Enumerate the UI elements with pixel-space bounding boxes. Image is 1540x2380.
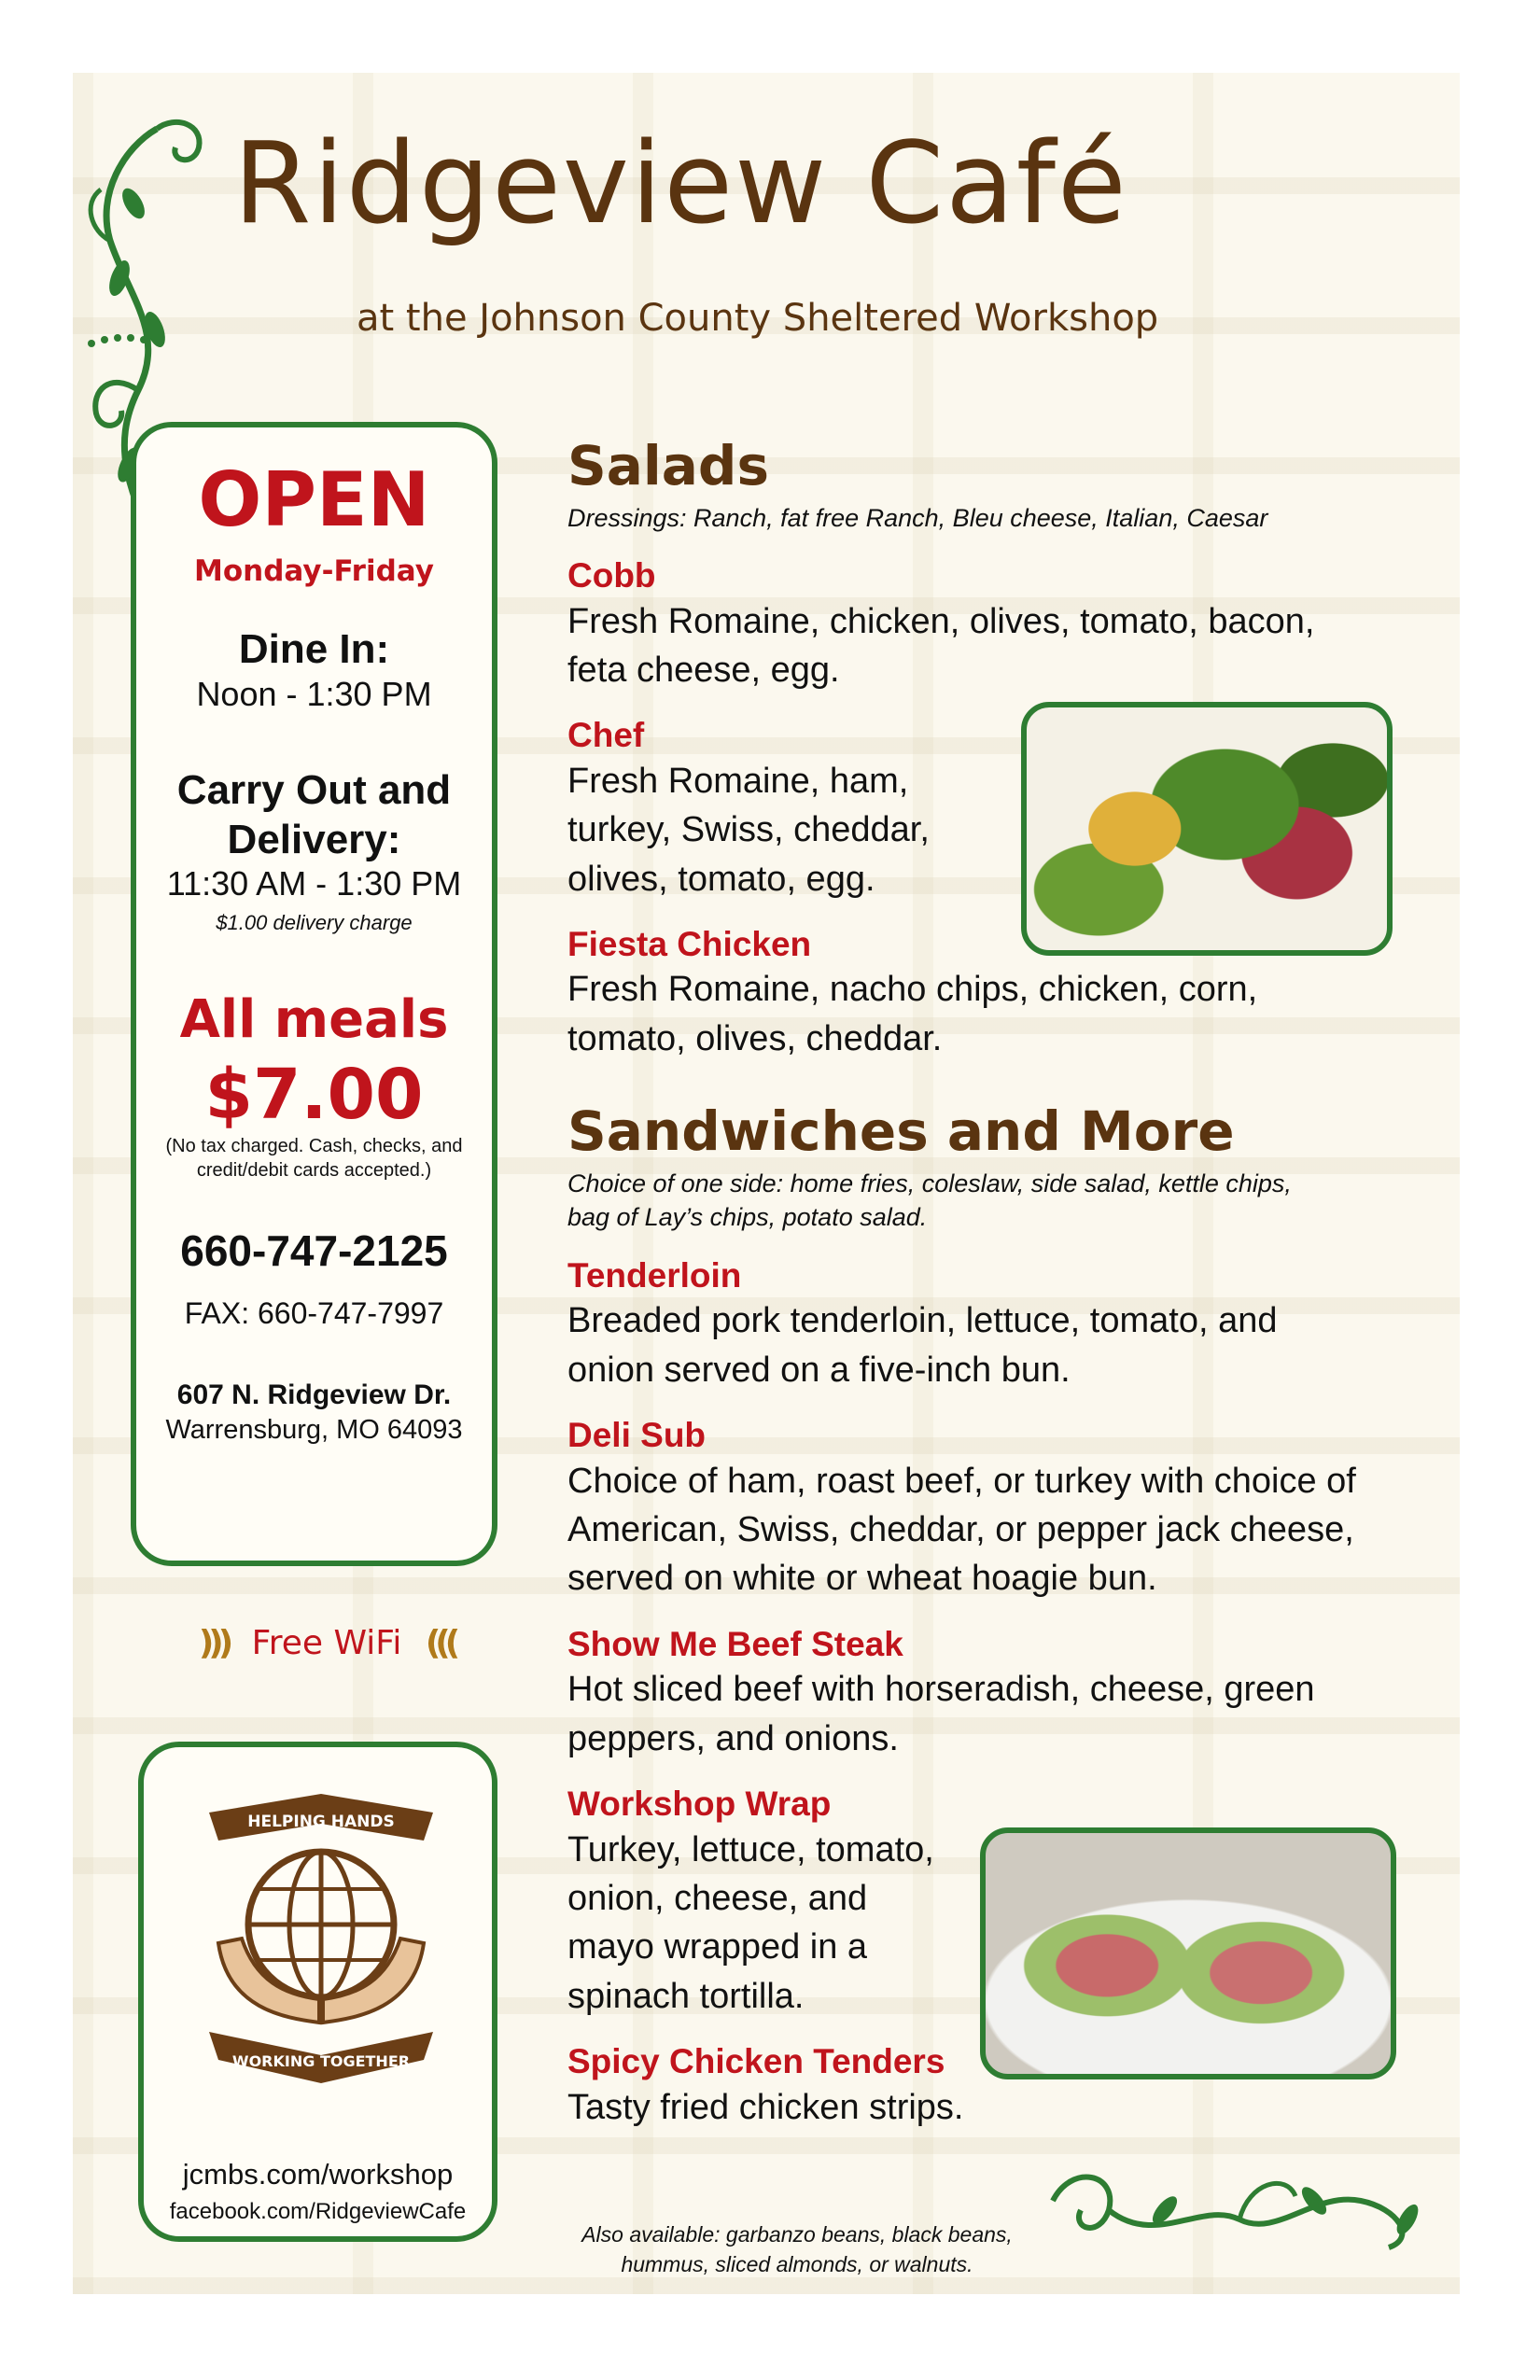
salads-dressings-note: Dressings: Ranch, fat free Ranch, Bleu cheese, Italian, Caesar — [567, 503, 1268, 532]
item-name-chef: Chef — [567, 716, 645, 755]
delivery-label: Delivery: — [227, 816, 401, 862]
hours-info-box — [131, 422, 497, 1566]
logo-bottom-text: WORKING TOGETHER — [231, 2052, 411, 2070]
payment-note: (No tax charged. Cash, checks, and credit/debit cards accepted.) — [165, 1135, 463, 1181]
item-name-tenderloin: Tenderloin — [567, 1255, 742, 1295]
facebook-link[interactable]: facebook.com/RidgeviewCafe — [169, 2199, 467, 2224]
all-meals-label: All meals — [179, 989, 449, 1051]
salad-photo — [1021, 702, 1393, 956]
cafe-subtitle: at the Johnson County Sheltered Workshop — [357, 297, 1159, 340]
item-name-spicy-chicken-tenders: Spicy Chicken Tenders — [567, 2042, 945, 2081]
item-desc-deli-sub: Choice of ham, roast beef, or turkey with choice of American, Swiss, cheddar, or pepper jack cheese, served on white or wheat hoagie bun. — [567, 1461, 1356, 1599]
address-city: Warrensburg, MO 64093 — [165, 1414, 463, 1445]
helping-hands-logo — [190, 1775, 452, 2093]
sandwiches-heading: Sandwiches and More — [567, 1099, 1235, 1164]
item-desc-cobb: Fresh Romaine, chicken, olives, tomato, bacon, feta cheese, egg. — [567, 601, 1315, 690]
free-wifi-label: Free WiFi — [251, 1624, 402, 1662]
carry-out-label: Carry Out and — [176, 766, 452, 813]
menu-item — [567, 1624, 1407, 1763]
delivery-charge: $1.00 delivery charge — [216, 911, 413, 935]
item-name-show-me-beef-steak: Show Me Beef Steak — [567, 1624, 903, 1663]
wrap-photo — [980, 1827, 1396, 2079]
meal-price: $7.00 — [204, 1055, 424, 1136]
menu-item — [567, 555, 1407, 694]
item-name-workshop-wrap: Workshop Wrap — [567, 1785, 832, 1824]
item-desc-workshop-wrap: Turkey, lettuce, tomato, onion, cheese, and mayo wrapped in a spinach tortilla. — [567, 1829, 934, 2016]
phone-number[interactable]: 660-747-2125 — [180, 1225, 448, 1275]
address-street: 607 N. Ridgeview Dr. — [176, 1379, 452, 1410]
vine-ornament-bottom-right — [1034, 2145, 1445, 2266]
open-heading: OPEN — [198, 456, 430, 543]
item-name-deli-sub: Deli Sub — [567, 1416, 707, 1455]
item-desc-chef: Fresh Romaine, ham, turkey, Swiss, cheddar, olives, tomato, egg. — [567, 761, 930, 899]
item-name-cobb: Cobb — [567, 556, 656, 595]
dine-in-label: Dine In: — [238, 626, 390, 672]
salads-heading: Salads — [567, 434, 769, 497]
free-wifi — [177, 1624, 476, 1662]
item-desc-fiesta-chicken: Fresh Romaine, nacho chips, chicken, corn, tomato, olives, cheddar. — [567, 970, 1258, 1058]
cafe-title: Ridgeview Café — [233, 119, 1128, 249]
menu-item — [567, 1415, 1407, 1603]
fax-number: FAX: 660-747-7997 — [184, 1295, 444, 1330]
item-desc-spicy-chicken-tenders: Tasty fried chicken strips. — [567, 2087, 964, 2127]
item-desc-show-me-beef-steak: Hot sliced beef with horseradish, cheese, green peppers, and onions. — [567, 1670, 1315, 1758]
website-link[interactable]: jcmbs.com/workshop — [182, 2158, 454, 2191]
item-desc-tenderloin: Breaded pork tenderloin, lettuce, tomato, and onion served on a five-inch bun. — [567, 1301, 1278, 1390]
logo-top-text: HELPING HANDS — [247, 1813, 395, 1831]
wifi-right-icon: ((( — [425, 1624, 455, 1662]
item-name-fiesta-chicken: Fiesta Chicken — [567, 925, 812, 964]
workshop-logo-box — [138, 1742, 497, 2242]
carry-out-time: 11:30 AM - 1:30 PM — [166, 864, 462, 903]
wifi-left-icon: ))) — [198, 1624, 229, 1662]
menu-item — [567, 1255, 1407, 1394]
sandwiches-side-note: Choice of one side: home fries, coleslaw, side salad, kettle chips, bag of Lay’s chips, potato salad. — [567, 1169, 1292, 1232]
also-available-note: Also available: garbanzo beans, black beans, hummus, sliced almonds, or walnuts. — [581, 2222, 1013, 2277]
dine-in-time: Noon - 1:30 PM — [196, 674, 432, 713]
open-days: Monday-Friday — [194, 554, 434, 588]
